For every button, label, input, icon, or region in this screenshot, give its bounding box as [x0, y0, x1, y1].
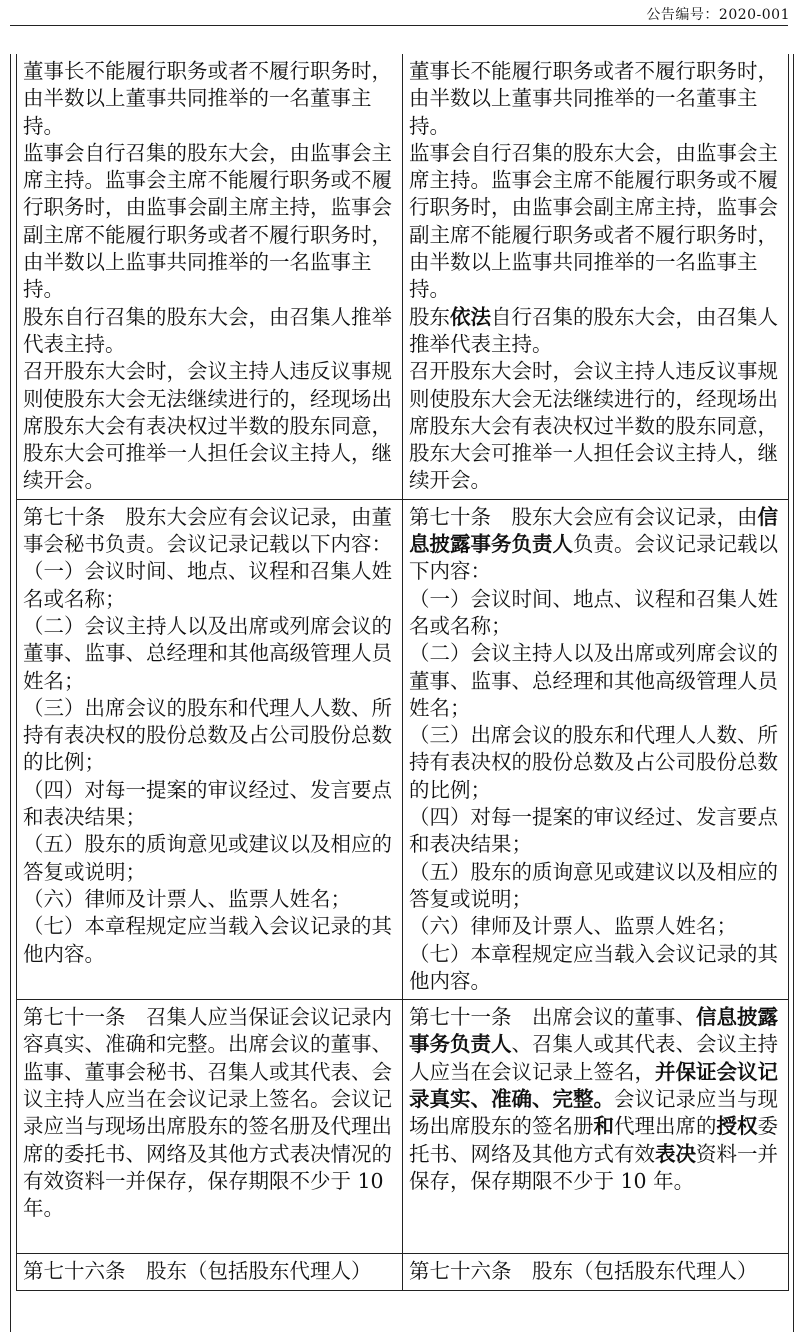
article-heading: 第七十条 股东大会应有会议记录，由董事会秘书负责。会议记录记载以下内容： — [23, 504, 392, 557]
list-item: （三）出席会议的股东和代理人人数、所持有表决权的股份总数及占公司股份总数的比例； — [23, 695, 392, 775]
revision-highlight: 表决 — [655, 1141, 696, 1166]
list-item: （一）会议时间、地点、议程和召集人姓名或名称； — [23, 559, 392, 611]
revised-text-cell — [403, 1254, 789, 1290]
table-row — [17, 1254, 789, 1290]
paragraph: 股东依法自行召集的股东大会，由召集人推举代表主持。 — [409, 304, 778, 356]
revision-highlight: 授权 — [716, 1114, 758, 1139]
table-row — [17, 499, 789, 999]
revised-text-cell — [403, 54, 789, 499]
outer-right-rule — [793, 54, 794, 1332]
list-item: （二）会议主持人以及出席或列席会议的董事、监事、总经理和其他高级管理人员姓名； — [409, 641, 778, 720]
paragraph: 监事会自行召集的股东大会，由监事会主席主持。监事会主席不能履行职务或不履行职务时，由监事会副主席主持，监事会副主席不能履行职务或者不履行职务时，由半数以上监事共同推举的一名监事主持。 — [23, 140, 392, 302]
original-text-cell — [17, 1254, 403, 1290]
table-row — [17, 54, 789, 499]
header-divider — [10, 25, 788, 26]
list-item: （七）本章程规定应当载入会议记录的其他内容。 — [409, 941, 778, 993]
revision-highlight: 依法 — [450, 304, 491, 329]
table-row — [17, 1000, 789, 1254]
list-item: （六）律师及计票人、监票人姓名； — [23, 886, 351, 911]
original-text-cell — [17, 54, 403, 499]
paragraph: 召开股东大会时，会议主持人违反议事规则使股东大会无法继续进行的，经现场出席股东大会有表决权过半数的股东同意，股东大会可推举一人担任会议主持人，继续开会。 — [23, 359, 392, 493]
paragraph: 第七十一条 出席会议的董事、信息披露事务负责人、召集人或其代表、会议主持人应当在会议记录上签名，并保证会议记录真实、准确、完整。会议记录应当与现场出席股东的签名册和代理出席的授权委托书、网络及其他方式有效表决资料一并保存，保存期限不少于 10 年。 — [409, 1005, 778, 1193]
list-item: （七）本章程规定应当载入会议记录的其他内容。 — [23, 914, 392, 966]
paragraph: 董事长不能履行职务或者不履行职务时，由半数以上董事共同推举的一名董事主持。 — [23, 59, 392, 138]
list-item: （四）对每一提案的审议经过、发言要点和表决结果； — [23, 777, 392, 830]
paragraph: 第七十一条 召集人应当保证会议记录内容真实、准确和完整。出席会议的董事、监事、董事会秘书、召集人或其代表、会议主持人应当在会议记录上签名。会议记录应当与现场出席股东的签名册及代理出席的委托书、网络及其他方式表决情况的有效资料一并保存，保存期限不少于 10 年。 — [23, 1005, 392, 1221]
list-item: （五）股东的质询意见或建议以及相应的答复或说明； — [23, 832, 392, 884]
list-item: （三）出席会议的股东和代理人人数、所持有表决权的股份总数及占公司股份总数的比例； — [409, 723, 778, 802]
list-item: （六）律师及计票人、监票人姓名； — [409, 914, 737, 939]
comparison-table — [16, 54, 789, 1291]
list-item: （四）对每一提案的审议经过、发言要点和表决结果； — [409, 805, 778, 857]
paragraph: 董事长不能履行职务或者不履行职务时，由半数以上董事共同推举的一名董事主持。 — [409, 59, 778, 138]
outer-left-rule — [10, 54, 11, 1332]
revision-highlight: 信息披露事务负责人 — [409, 1005, 778, 1057]
list-item: （五）股东的质询意见或建议以及相应的答复或说明； — [409, 859, 778, 911]
list-item: （一）会议时间、地点、议程和召集人姓名或名称； — [409, 586, 778, 638]
notice-number: 公告编号：2020-001 — [646, 7, 790, 23]
revised-text-cell — [403, 1000, 789, 1254]
article-heading: 第七十六条 股东（包括股东代理人） — [23, 1259, 372, 1284]
revision-highlight: 和 — [593, 1114, 614, 1139]
list-item: （二）会议主持人以及出席或列席会议的董事、监事、总经理和其他高级管理人员姓名； — [23, 613, 392, 693]
revision-highlight: 信息披露事务负责人 — [409, 504, 778, 557]
original-text-cell — [17, 1000, 403, 1254]
revision-highlight: 并保证会议记录真实、准确、完整。 — [409, 1059, 778, 1111]
article-heading: 第七十条 股东大会应有会议记录，由信息披露事务负责人负责。会议记录记载以下内容： — [409, 504, 778, 584]
paragraph: 召开股东大会时，会议主持人违反议事规则使股东大会无法继续进行的，经现场出席股东大会有表决权过半数的股东同意，股东大会可推举一人担任会议主持人，继续开会。 — [409, 359, 778, 493]
article-heading: 第七十六条 股东（包括股东代理人） — [409, 1259, 758, 1284]
original-text-cell — [17, 499, 403, 999]
paragraph: 监事会自行召集的股东大会，由监事会主席主持。监事会主席不能履行职务或不履行职务时，由监事会副主席主持，监事会副主席不能履行职务或者不履行职务时，由半数以上监事共同推举的一名监事主持。 — [409, 140, 778, 302]
paragraph: 股东自行召集的股东大会，由召集人推举代表主持。 — [23, 304, 392, 356]
revised-text-cell — [403, 499, 789, 999]
